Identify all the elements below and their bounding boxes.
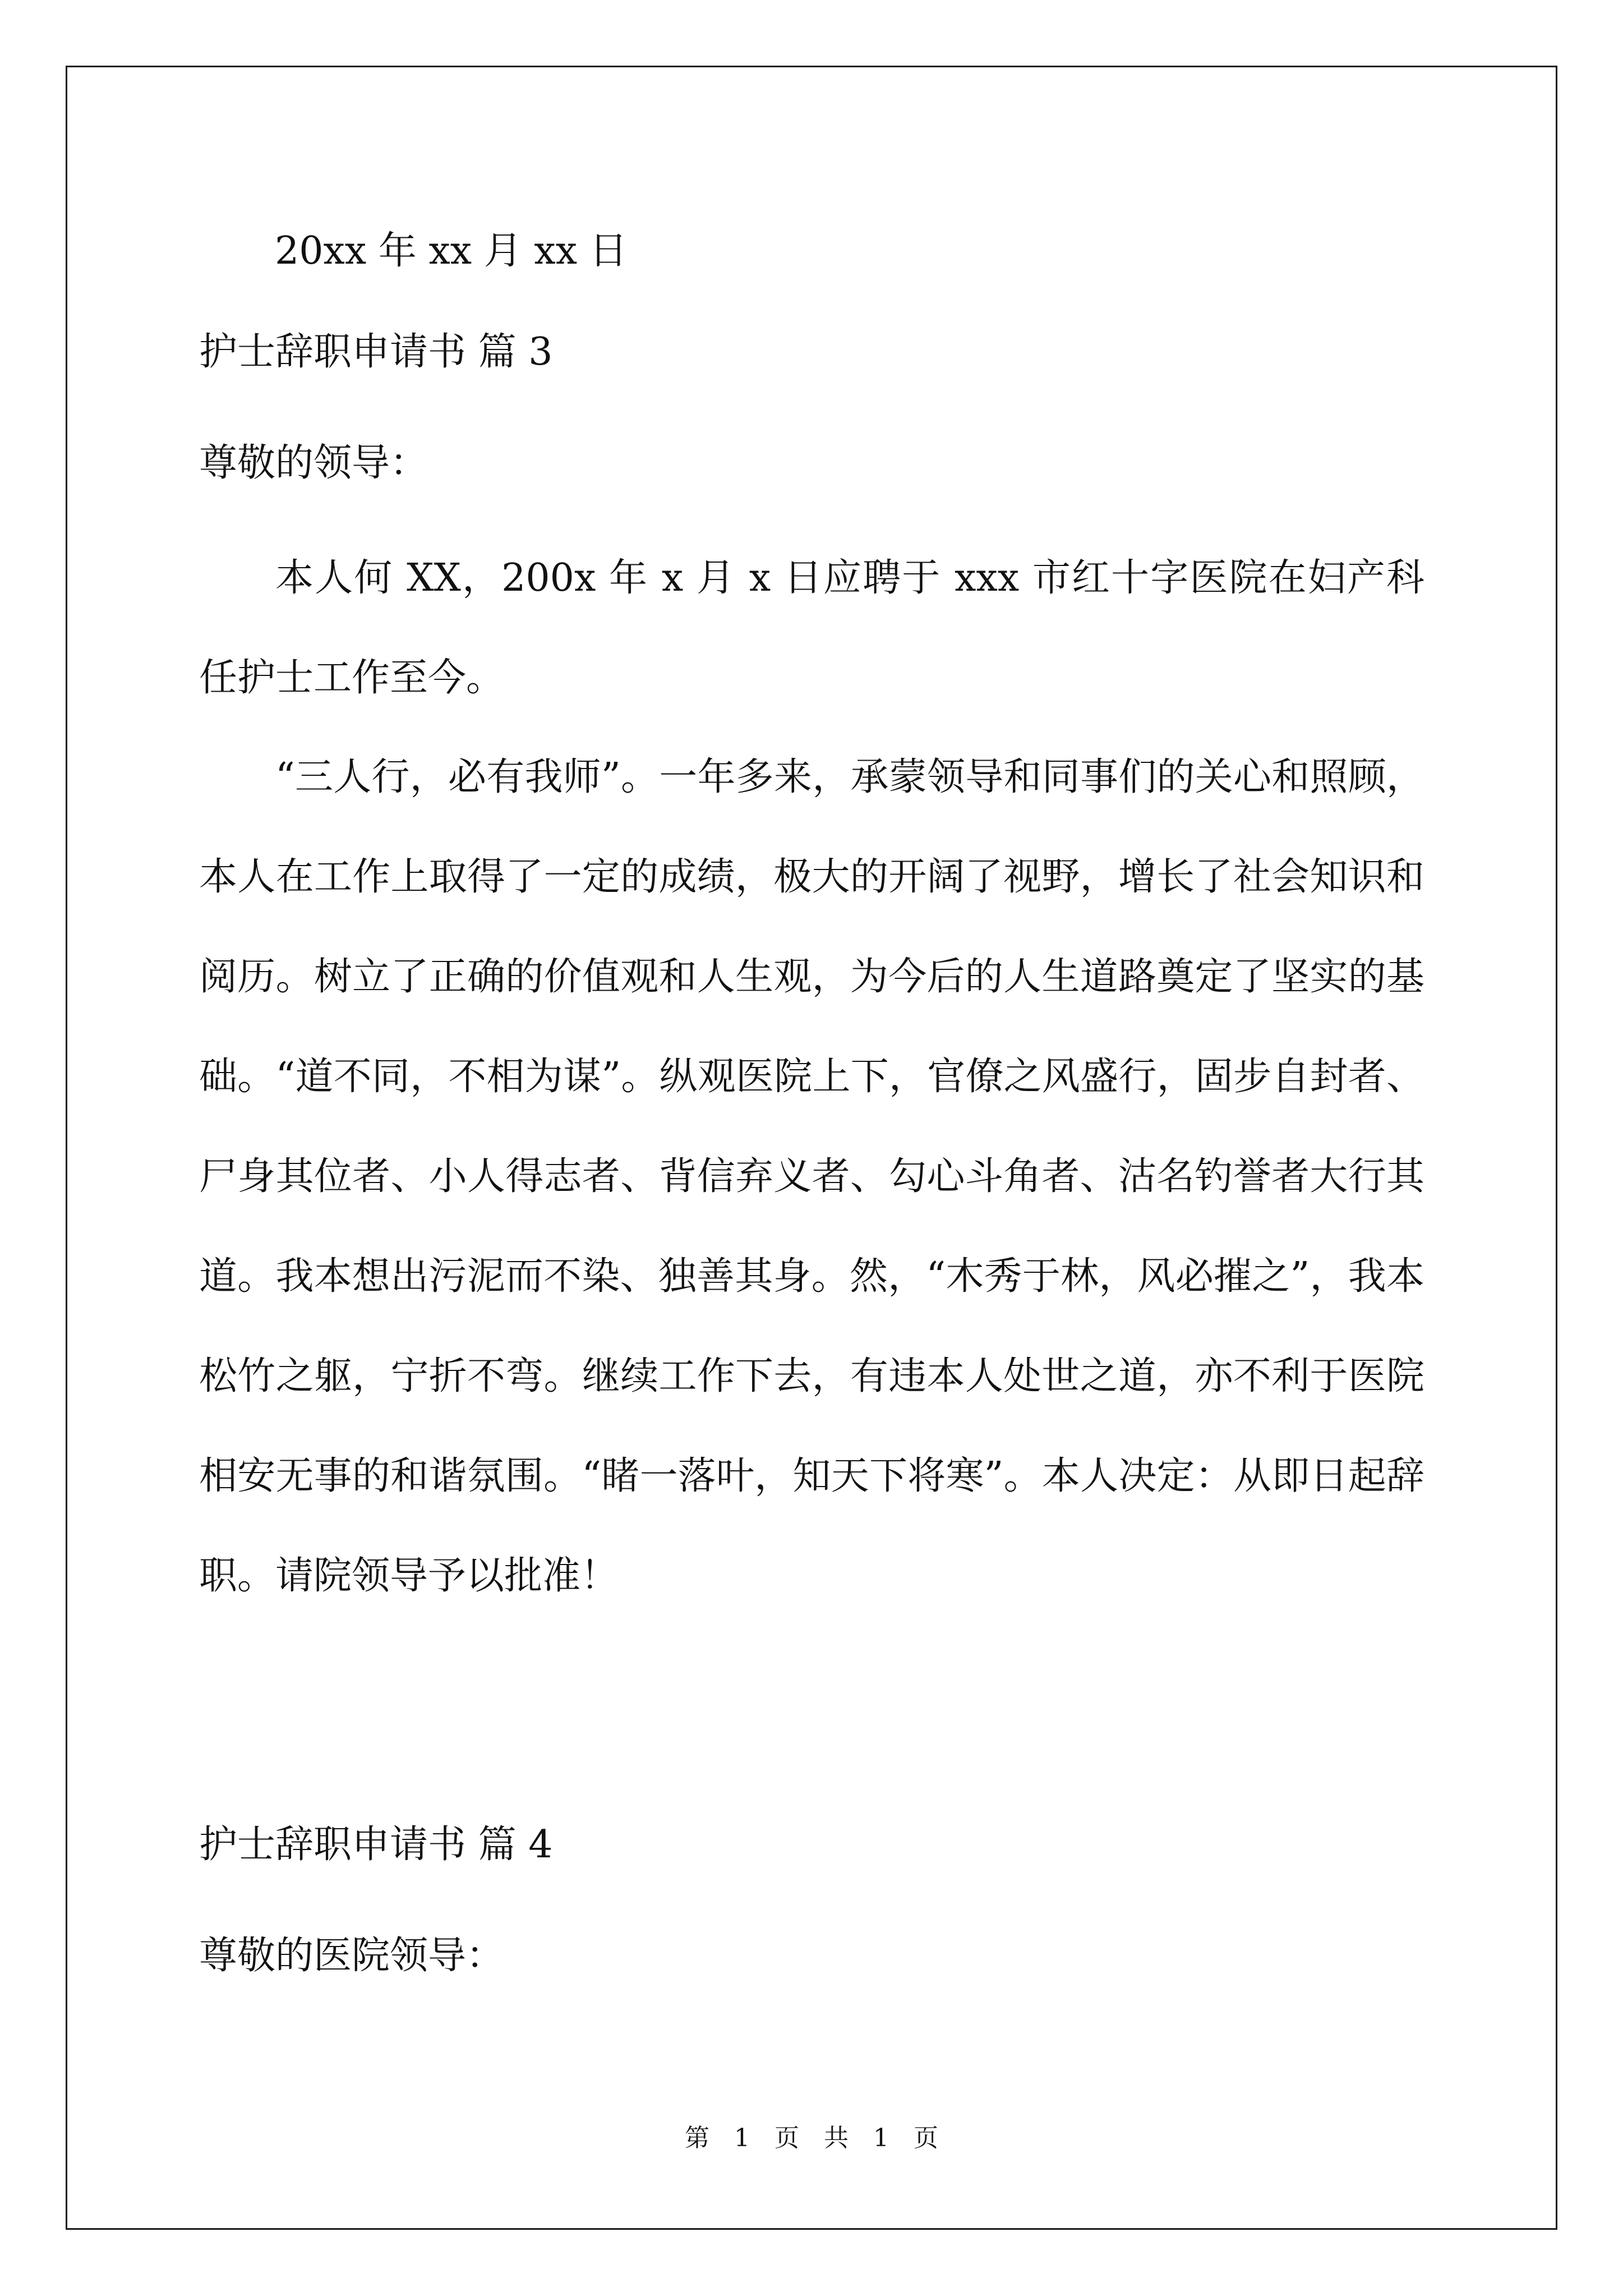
section-3-title: 护士辞职申请书 篇 3 bbox=[199, 330, 553, 374]
section-4-salutation: 尊敬的医院领导： bbox=[199, 1934, 505, 1978]
section-3-paragraph-1: 本人何 XX，200x 年 x 月 x 日应聘于 xxx 市红十字医院在妇产科任护士工作至今。 bbox=[199, 556, 1424, 700]
page-total: 共 1 页 bbox=[824, 2124, 938, 2152]
section-4-title: 护士辞职申请书 篇 4 bbox=[199, 1823, 553, 1867]
date-line: 20xx 年 xx 月 xx 日 bbox=[275, 229, 628, 273]
page-number: 第 1 页 bbox=[685, 2124, 799, 2152]
section-3-salutation: 尊敬的领导： bbox=[199, 441, 428, 485]
page-footer bbox=[0, 2126, 1623, 2151]
section-3-paragraph-2: “三人行，必有我师”。一年多来，承蒙领导和同事们的关心和照顾，本人在工作上取得了一定的成绩，极大的开阔了视野，增长了社会知识和阅历。树立了正确的价值观和人生观，为今后的人生道路奠定了坚实的基础。“道不同，不相为谋”。纵观医院上下，官僚之风盛行，固步自封者、尸身其位者、小人得志者、背信弃义者、勾心斗角者、沽名钓誉者大行其道。我本想出污泥而不染、独善其身。然，“木秀于林，风必摧之”，我本松竹之躯，宁折不弯。继续工作下去，有违本人处世之道，亦不利于医院相安无事的和谐氛围。“睹一落叶，知天下将寒”。本人决定：从即日起辞职。请院领导予以批准！ bbox=[199, 755, 1424, 1598]
